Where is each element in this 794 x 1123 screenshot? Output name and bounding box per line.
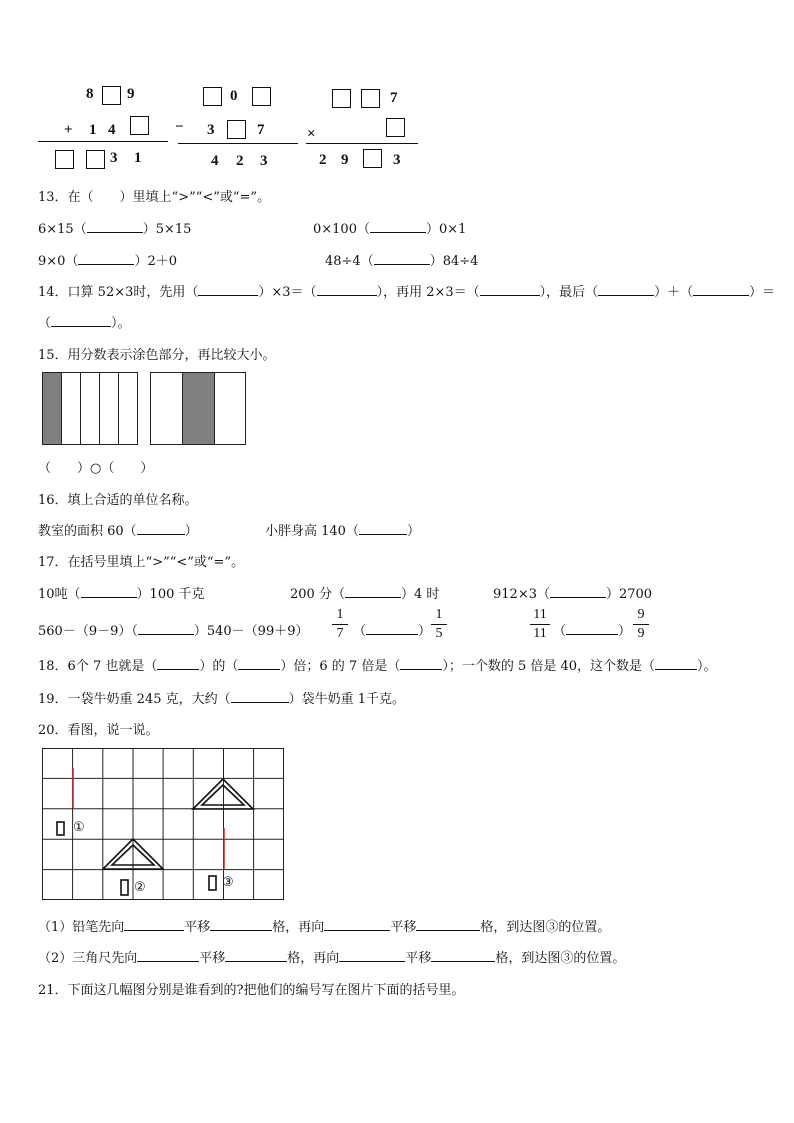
answer-blank[interactable] — [210, 930, 272, 931]
q19-text: ）袋牛奶重 1千克。 — [288, 692, 406, 707]
answer-box[interactable] — [363, 149, 382, 168]
answer-box[interactable] — [252, 87, 271, 106]
numerator: 9 — [637, 607, 645, 622]
answer-box[interactable] — [332, 89, 351, 108]
fraction-1-7 — [332, 607, 348, 642]
q14-line-2 — [38, 312, 131, 331]
translation-grid — [42, 748, 284, 900]
answer-blank[interactable] — [345, 597, 401, 598]
q20-text: 平移 — [199, 951, 226, 966]
minus-sign: − — [175, 119, 184, 135]
product-line — [306, 143, 418, 144]
q20-sentence-2 — [38, 947, 625, 966]
answer-blank[interactable] — [566, 634, 618, 635]
answer-blank[interactable] — [238, 669, 280, 670]
q20-text: 平移 — [405, 951, 432, 966]
q15-title: 15．用分数表示涂色部分，再比较大小。 — [38, 348, 276, 363]
q14-text: ）＝ — [749, 285, 776, 300]
digit: 3 — [207, 122, 215, 138]
q21-title: 21．下面这几幅图分别是谁看到的?把他们的编号写在图片下面的括号里。 — [38, 983, 465, 998]
unshaded-part — [150, 372, 183, 445]
sum-line — [38, 141, 168, 142]
answer-blank[interactable] — [370, 232, 426, 233]
answer-box[interactable] — [130, 116, 149, 135]
digit: 1 — [89, 122, 97, 138]
digit: 4 — [108, 122, 116, 138]
digit: 1 — [134, 150, 142, 166]
q17-r1-item-2 — [290, 583, 439, 602]
numerator: 1 — [336, 607, 344, 622]
answer-blank[interactable] — [693, 295, 749, 296]
q18-line — [38, 655, 717, 674]
unshaded-part — [80, 372, 100, 445]
answer-blank[interactable] — [359, 534, 407, 535]
figure-label-3: ③ — [222, 875, 234, 890]
answer-blank[interactable] — [416, 930, 480, 931]
expr-left: 0×100（ — [313, 222, 370, 237]
q20-text: 格，再向 — [287, 951, 340, 966]
q16-title: 16．填上合适的单位名称。 — [38, 493, 198, 508]
answer-blank[interactable] — [231, 702, 289, 703]
digit: 7 — [390, 90, 398, 106]
expr-left: 6×15（ — [38, 222, 87, 237]
digit: 0 — [230, 88, 238, 104]
pencil-icon-2 — [121, 880, 128, 895]
expr-left: 9×0（ — [38, 254, 79, 269]
q17-fraction-compare-1 — [353, 620, 431, 639]
numerator: 1 — [435, 607, 443, 622]
close-paren: ） — [418, 624, 432, 639]
q13-item-1 — [38, 218, 191, 237]
q14-line-1 — [38, 281, 775, 300]
fraction-1-5 — [431, 607, 447, 642]
unshaded-part — [118, 372, 138, 445]
expr-right: ）4 时 — [400, 587, 440, 602]
q19-line — [38, 688, 405, 707]
answer-blank[interactable] — [317, 295, 377, 296]
q17-fraction-compare-2 — [553, 620, 631, 639]
figure-label-1: ① — [73, 820, 85, 835]
q13-item-4 — [325, 250, 478, 269]
digit: 9 — [341, 152, 349, 168]
answer-blank[interactable] — [339, 961, 405, 962]
plus-sign: + — [64, 122, 73, 138]
q16-item-a — [38, 520, 198, 539]
fraction-11-11 — [530, 607, 550, 642]
shaded-part — [42, 372, 62, 445]
digit: 2 — [319, 152, 327, 168]
answer-blank[interactable] — [138, 634, 194, 635]
answer-blank[interactable] — [366, 634, 418, 635]
unshaded-part — [61, 372, 81, 445]
expr-left: 560－（9－9）（ — [38, 624, 138, 639]
answer-box[interactable] — [203, 87, 222, 106]
answer-blank[interactable] — [198, 295, 258, 296]
answer-blank[interactable] — [431, 961, 495, 962]
answer-blank[interactable] — [124, 930, 184, 931]
figure-label-2: ② — [134, 880, 146, 895]
expr-right: ）2700 — [605, 587, 653, 602]
unshaded-part — [99, 372, 119, 445]
answer-box[interactable] — [102, 86, 121, 105]
answer-blank[interactable] — [137, 961, 199, 962]
q17-title: 17．在括号里填上“>”“<”或“=”。 — [38, 555, 245, 570]
q18-text: ）的（ — [199, 659, 239, 674]
q20-text: 格，到达图③的位置。 — [480, 920, 611, 935]
q13-item-2 — [313, 218, 466, 237]
answer-blank[interactable] — [598, 295, 654, 296]
q13-title: 13．在（ ）里填上“>”“<”或“=”。 — [38, 190, 271, 205]
answer-blank[interactable] — [87, 232, 143, 233]
q20-text: 格，到达图③的位置。 — [495, 951, 626, 966]
digit: 8 — [86, 86, 94, 102]
answer-blank[interactable] — [550, 597, 606, 598]
difference-line — [178, 143, 298, 144]
expr-right: ）0×1 — [425, 222, 467, 237]
answer-blank[interactable] — [324, 930, 390, 931]
expr-left: 48÷4（ — [325, 254, 374, 269]
answer-box[interactable] — [227, 120, 246, 139]
expr-right: ）5×15 — [142, 222, 192, 237]
q14-text: ），最后（ — [539, 285, 599, 300]
open-paren: （ — [353, 624, 367, 639]
q15-answer[interactable]: （ ）○（ ） — [38, 461, 154, 476]
digit: 3 — [110, 150, 118, 166]
q14-text: ）×3＝（ — [258, 285, 317, 300]
open-paren: （ — [553, 624, 567, 639]
digit: 7 — [257, 122, 265, 138]
q17-r1-item-1 — [38, 583, 205, 602]
answer-blank[interactable] — [81, 597, 137, 598]
q18-text: ）；一个数的 5 倍是 40，这个数是（ — [442, 659, 656, 674]
fraction-9-9 — [633, 607, 649, 642]
q17-r1-item-3 — [493, 583, 652, 602]
digit: 3 — [260, 153, 268, 169]
q18-text: ）倍；6 的 7 倍是（ — [280, 659, 401, 674]
answer-box[interactable] — [55, 150, 74, 169]
q14-text: （ — [38, 316, 52, 331]
q16-item-b — [265, 520, 420, 539]
digit: 3 — [393, 152, 401, 168]
q14-text: ）。 — [111, 316, 131, 331]
answer-blank[interactable] — [655, 669, 697, 670]
q20-sentence-1 — [38, 916, 610, 935]
shaded-part — [182, 372, 215, 445]
answer-box[interactable] — [361, 89, 380, 108]
expr-right: ）540－（99＋9） — [193, 624, 309, 639]
q14-text: 14．口算 52×3时，先用（ — [38, 285, 199, 300]
q14-text: ），再用 2×3＝（ — [376, 285, 480, 300]
pencil-icon-1 — [57, 822, 64, 835]
pencil-icon-3 — [209, 876, 216, 890]
answer-box[interactable] — [86, 150, 105, 169]
q16-text: ） — [406, 524, 420, 539]
digit: 2 — [236, 153, 244, 169]
q20-text: 格，再向 — [272, 920, 325, 935]
q17-r2-item-1 — [38, 620, 309, 639]
answer-blank[interactable] — [225, 961, 287, 962]
q16-text: 小胖身高 140（ — [265, 524, 359, 539]
unshaded-part — [214, 372, 246, 445]
denominator: 11 — [533, 626, 547, 641]
answer-blank[interactable] — [374, 264, 430, 265]
q20-title: 20．看图，说一说。 — [38, 723, 159, 738]
denominator: 9 — [637, 626, 645, 641]
close-paren: ） — [618, 624, 632, 639]
answer-blank[interactable] — [137, 534, 185, 535]
answer-blank[interactable] — [78, 264, 134, 265]
numerator: 11 — [533, 607, 547, 622]
q16-text: ） — [184, 524, 198, 539]
expr-left: 10吨（ — [38, 587, 81, 602]
q20-text: 平移 — [184, 920, 211, 935]
answer-box[interactable] — [386, 118, 405, 137]
q18-text: ）。 — [697, 659, 717, 674]
q14-text: ）＋（ — [654, 285, 694, 300]
q19-text: 19．一袋牛奶重 245 克，大约（ — [38, 692, 231, 707]
denominator: 7 — [336, 626, 344, 641]
digit: 9 — [127, 86, 135, 102]
times-sign: × — [307, 126, 316, 142]
expr-left: 200 分（ — [290, 587, 345, 602]
answer-blank[interactable] — [400, 669, 442, 670]
q20-text: （2）三角尺先向 — [38, 951, 138, 966]
expr-right: ）100 千克 — [136, 587, 205, 602]
digit: 4 — [211, 153, 219, 169]
q20-text: 平移 — [390, 920, 417, 935]
expr-right: ）2＋0 — [134, 254, 177, 269]
answer-blank[interactable] — [51, 326, 111, 327]
expr-left: 912×3（ — [493, 587, 550, 602]
q16-text: 教室的面积 60（ — [38, 524, 137, 539]
answer-blank[interactable] — [480, 295, 540, 296]
expr-right: ）84÷4 — [429, 254, 479, 269]
q20-text: （1）铅笔先向 — [38, 920, 125, 935]
q18-text: 18．6个 7 也就是（ — [38, 659, 158, 674]
denominator: 5 — [435, 626, 443, 641]
q13-item-3 — [38, 250, 177, 269]
answer-blank[interactable] — [157, 669, 199, 670]
